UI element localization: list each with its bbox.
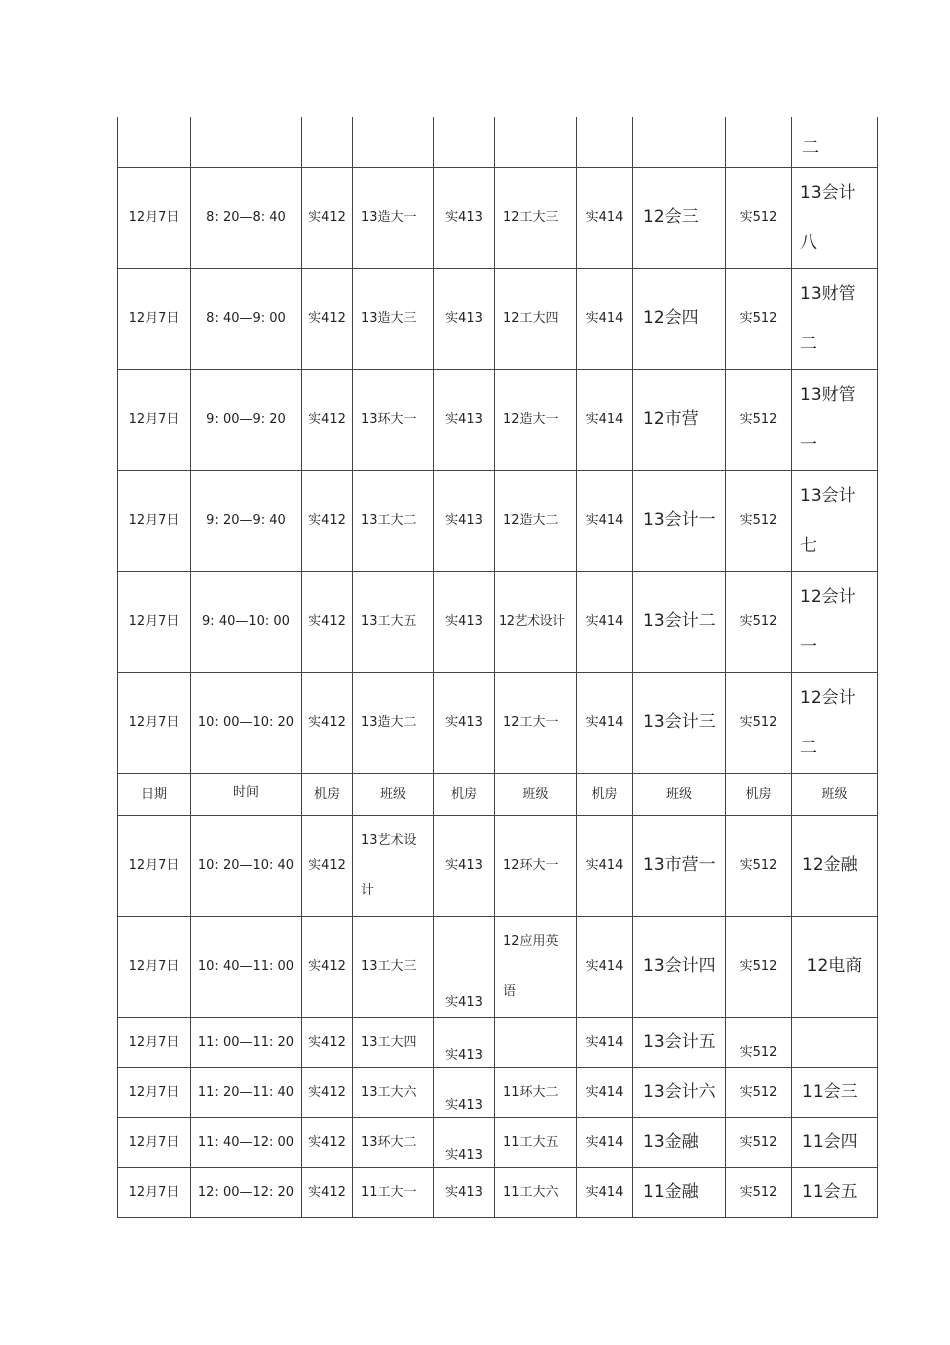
room-cell: 实412 xyxy=(302,268,353,369)
class-cell: 13市营一 xyxy=(633,815,726,916)
class-cell: 13会计四 xyxy=(633,916,726,1017)
table-row xyxy=(118,470,878,571)
class-cell: 12市营 xyxy=(633,369,726,470)
table-row xyxy=(118,1067,878,1117)
class-cell: 13会计五 xyxy=(633,1017,726,1067)
class-cell: 11工大一 xyxy=(353,1167,434,1217)
table-row xyxy=(118,268,878,369)
class-cell xyxy=(495,1017,577,1067)
room-cell xyxy=(577,117,633,167)
room-cell xyxy=(434,1017,495,1067)
time-cell: 11: 20—11: 40 xyxy=(191,1067,302,1117)
date-cell: 12月7日 xyxy=(118,672,191,773)
room-cell: 实413 xyxy=(434,167,495,268)
class-cell: 13环大一 xyxy=(353,369,434,470)
class-cell: 12工大四 xyxy=(495,268,577,369)
table-row xyxy=(118,916,878,1017)
class-cell: 11会三 xyxy=(792,1067,878,1117)
class-cell: 13工大五 xyxy=(353,571,434,672)
room-value: 实413 xyxy=(445,1097,483,1113)
class-cell: 12艺术设计 xyxy=(495,571,577,672)
class-line: 八 xyxy=(800,232,817,253)
class-cell: 11环大二 xyxy=(495,1067,577,1117)
class-cell: 12造大一 xyxy=(495,369,577,470)
room-cell: 实512 xyxy=(726,470,792,571)
class-line: 二 xyxy=(800,737,817,758)
room-cell xyxy=(726,1017,792,1067)
date-cell: 12月7日 xyxy=(118,268,191,369)
room-cell: 实414 xyxy=(577,1117,633,1167)
time-cell: 9: 20—9: 40 xyxy=(191,470,302,571)
class-line: 13财管 xyxy=(800,283,856,304)
room-value: 实512 xyxy=(739,1044,778,1060)
room-cell: 实414 xyxy=(577,1067,633,1117)
time-cell: 9: 40—10: 00 xyxy=(191,571,302,672)
class-cell xyxy=(792,470,878,571)
class-cell: 13造大一 xyxy=(353,167,434,268)
class-cell xyxy=(495,117,577,167)
room-cell: 实512 xyxy=(726,571,792,672)
room-value: 实413 xyxy=(445,1147,483,1163)
class-line: 二 xyxy=(800,333,817,354)
date-cell: 12月7日 xyxy=(118,167,191,268)
date-cell: 12月7日 xyxy=(118,1017,191,1067)
class-line: 一 xyxy=(800,434,817,455)
class-line: 13会计 xyxy=(800,182,856,203)
date-cell: 12月7日 xyxy=(118,470,191,571)
class-cell: 11工大六 xyxy=(495,1167,577,1217)
class-cell xyxy=(792,1017,878,1067)
room-cell: 实512 xyxy=(726,672,792,773)
class-line: 语 xyxy=(503,983,517,999)
column-header: 班级 xyxy=(353,773,434,815)
room-cell xyxy=(434,1067,495,1117)
date-cell: 12月7日 xyxy=(118,369,191,470)
class-cell: 13工大三 xyxy=(353,916,434,1017)
room-cell: 实412 xyxy=(302,1067,353,1117)
time-cell: 8: 20—8: 40 xyxy=(191,167,302,268)
date-cell: 12月7日 xyxy=(118,1167,191,1217)
time-cell: 12: 00—12: 20 xyxy=(191,1167,302,1217)
room-cell: 实512 xyxy=(726,1167,792,1217)
room-cell: 实512 xyxy=(726,167,792,268)
room-cell: 实414 xyxy=(577,470,633,571)
class-cell: 11金融 xyxy=(633,1167,726,1217)
date-cell: 12月7日 xyxy=(118,1117,191,1167)
room-cell: 实512 xyxy=(726,815,792,916)
room-cell: 实413 xyxy=(434,268,495,369)
class-cell: 13造大二 xyxy=(353,672,434,773)
room-cell: 实512 xyxy=(726,268,792,369)
table-row xyxy=(118,672,878,773)
room-value: 实413 xyxy=(445,995,483,1010)
class-line: 13财管 xyxy=(800,384,856,405)
column-header: 时间 xyxy=(191,773,302,815)
room-cell: 实412 xyxy=(302,1167,353,1217)
class-cell xyxy=(792,369,878,470)
room-cell: 实413 xyxy=(434,470,495,571)
date-cell: 12月7日 xyxy=(118,916,191,1017)
column-header: 日期 xyxy=(118,773,191,815)
class-cell: 12环大一 xyxy=(495,815,577,916)
room-cell xyxy=(434,117,495,167)
class-line: 七 xyxy=(800,535,817,556)
room-cell: 实413 xyxy=(434,672,495,773)
class-cell: 13环大二 xyxy=(353,1117,434,1167)
room-cell: 实412 xyxy=(302,815,353,916)
room-cell xyxy=(434,1117,495,1167)
room-cell xyxy=(726,117,792,167)
room-cell: 实512 xyxy=(726,369,792,470)
room-cell: 实414 xyxy=(577,815,633,916)
class-cell: 13工大六 xyxy=(353,1067,434,1117)
room-cell: 实412 xyxy=(302,1117,353,1167)
class-cell: 12工大一 xyxy=(495,672,577,773)
class-cell xyxy=(633,117,726,167)
column-header: 机房 xyxy=(726,773,792,815)
class-cell: 12工大三 xyxy=(495,167,577,268)
class-cell: 13金融 xyxy=(633,1117,726,1167)
room-cell: 实413 xyxy=(434,369,495,470)
room-cell xyxy=(434,916,495,1017)
table-row xyxy=(118,571,878,672)
table-row xyxy=(118,167,878,268)
class-cell xyxy=(792,268,878,369)
time-cell: 9: 00—9: 20 xyxy=(191,369,302,470)
class-line: 计 xyxy=(361,882,375,898)
class-cell: 13会计六 xyxy=(633,1067,726,1117)
room-cell: 实413 xyxy=(434,1167,495,1217)
date-cell: 12月7日 xyxy=(118,571,191,672)
class-cell xyxy=(495,916,577,1017)
class-line: 一 xyxy=(800,636,817,657)
room-cell: 实512 xyxy=(726,1067,792,1117)
room-cell: 实413 xyxy=(434,815,495,916)
table-row xyxy=(118,117,878,167)
column-header: 班级 xyxy=(633,773,726,815)
room-value: 实413 xyxy=(445,1047,483,1063)
time-cell: 10: 00—10: 20 xyxy=(191,672,302,773)
class-line: 12会计 xyxy=(800,687,856,708)
class-cell: 13会计二 xyxy=(633,571,726,672)
room-cell: 实414 xyxy=(577,369,633,470)
room-cell: 实414 xyxy=(577,1167,633,1217)
class-cell: 二 xyxy=(792,117,878,167)
column-header: 机房 xyxy=(434,773,495,815)
room-cell: 实413 xyxy=(434,571,495,672)
column-header: 班级 xyxy=(792,773,878,815)
time-cell: 8: 40—9: 00 xyxy=(191,268,302,369)
table-row xyxy=(118,1167,878,1217)
class-line: 12会计 xyxy=(800,586,856,607)
room-cell: 实412 xyxy=(302,470,353,571)
room-cell: 实512 xyxy=(726,916,792,1017)
time-cell: 10: 20—10: 40 xyxy=(191,815,302,916)
class-line: 13艺术设 xyxy=(361,832,417,848)
time-cell xyxy=(191,117,302,167)
column-header: 机房 xyxy=(302,773,353,815)
date-cell: 12月7日 xyxy=(118,1067,191,1117)
room-cell: 实412 xyxy=(302,916,353,1017)
class-cell xyxy=(353,815,434,916)
date-cell xyxy=(118,117,191,167)
class-cell: 11会四 xyxy=(792,1117,878,1167)
room-cell: 实414 xyxy=(577,167,633,268)
column-header: 班级 xyxy=(495,773,577,815)
date-cell: 12月7日 xyxy=(118,815,191,916)
table-row xyxy=(118,1117,878,1167)
class-cell xyxy=(792,571,878,672)
time-cell: 11: 00—11: 20 xyxy=(191,1017,302,1067)
class-cell: 12金融 xyxy=(792,815,878,916)
room-cell: 实412 xyxy=(302,369,353,470)
class-cell: 11会五 xyxy=(792,1167,878,1217)
room-cell: 实414 xyxy=(577,268,633,369)
column-header: 机房 xyxy=(577,773,633,815)
table-row xyxy=(118,815,878,916)
class-cell: 12造大二 xyxy=(495,470,577,571)
time-cell: 10: 40—11: 00 xyxy=(191,916,302,1017)
class-cell: 13造大三 xyxy=(353,268,434,369)
class-line: 13会计 xyxy=(800,485,856,506)
class-cell: 13工大四 xyxy=(353,1017,434,1067)
class-cell: 13会计三 xyxy=(633,672,726,773)
schedule-table xyxy=(117,117,878,1218)
class-cell: 12电商 xyxy=(792,916,878,1017)
class-cell xyxy=(353,117,434,167)
table-row xyxy=(118,369,878,470)
room-cell: 实412 xyxy=(302,672,353,773)
table-row xyxy=(118,1017,878,1067)
class-cell: 13工大二 xyxy=(353,470,434,571)
time-cell: 11: 40—12: 00 xyxy=(191,1117,302,1167)
room-cell: 实414 xyxy=(577,571,633,672)
class-cell: 13会计一 xyxy=(633,470,726,571)
class-cell xyxy=(792,672,878,773)
room-cell: 实512 xyxy=(726,1117,792,1167)
room-cell: 实414 xyxy=(577,1017,633,1067)
room-cell: 实414 xyxy=(577,916,633,1017)
header-row xyxy=(118,773,878,815)
room-cell: 实412 xyxy=(302,167,353,268)
room-cell: 实412 xyxy=(302,1017,353,1067)
class-line: 12应用英 xyxy=(503,933,559,949)
class-cell: 12会三 xyxy=(633,167,726,268)
class-cell xyxy=(792,167,878,268)
room-cell xyxy=(302,117,353,167)
class-cell: 12会四 xyxy=(633,268,726,369)
room-cell: 实414 xyxy=(577,672,633,773)
room-cell: 实412 xyxy=(302,571,353,672)
class-cell: 11工大五 xyxy=(495,1117,577,1167)
